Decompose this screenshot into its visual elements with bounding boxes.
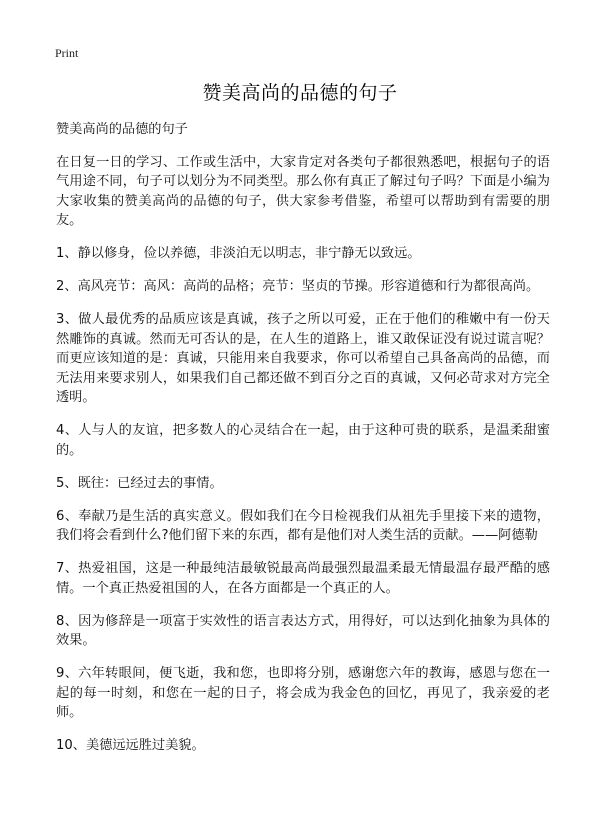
list-item: 8、因为修辞是一项富于实效性的语言表达方式，用得好，可以达到化抽象为具体的效果。 — [56, 613, 550, 648]
document-title: 赞美高尚的品德的句子 — [202, 82, 398, 104]
list-item: 5、既往：已经过去的事情。 — [56, 475, 223, 491]
list-item: 2、高风亮节：高风：高尚的品格；亮节：坚贞的节操。形容道德和行为都很高尚。 — [56, 279, 540, 294]
intro-paragraph: 在日复一日的学习、工作或生活中，大家肯定对各类句子都很熟悉吧，根据句子的语气用途不同，句子可以划分为不同类型。那么你有真正了解过句子吗？下面是小编为大家收集的赞美高尚的品德的句子，供大家参考借鉴，希望可以帮助到有需要的朋友。 — [56, 154, 550, 228]
list-item: 6、奉献乃是生活的真实意义。假如我们在今日检视我们从祖先手里接下来的遗物，我们将会看到什么?他们留下来的东西，都有是他们对人类生活的贡献。——阿德勒 — [56, 508, 550, 543]
print-link[interactable]: Print — [55, 46, 79, 60]
list-item: 10、美德远远胜过美貌。 — [56, 738, 205, 753]
document-subtitle: 赞美高尚的品德的句子 — [56, 122, 188, 137]
list-item: 4、人与人的友谊，把多数人的心灵结合在一起，由于这种可贵的联系，是温柔甜蜜的。 — [56, 423, 550, 458]
document-body — [56, 120, 550, 769]
list-item: 3、做人最优秀的品质应该是真诚，孩子之所以可爱，正在于他们的稚嫩中有一份天然雕饰的真诚。然而无可否认的是，在人生的道路上，谁又敢保证没有说过谎言呢？而更应该知道的是：真诚，只能用来自我要求，你可以希望自己具备高尚的品德，而无法用来要求别人，如果我们自己都还做不到百分之百的真诚，又何必苛求对方完全透明。 — [56, 312, 550, 405]
list-item: 7、热爱祖国，这是一种最纯洁最敏锐最高尚最强烈最温柔最无情最温存最严酷的感情。一个真正热爱祖国的人，在各方面都是一个真正的人。 — [56, 561, 550, 596]
list-item: 9、六年转眼间，便飞逝，我和您，也即将分别，感谢您六年的教诲，感恩与您在一起的每一时刻，和您在一起的日子，将会成为我金色的回忆，再见了，我亲爱的老师。 — [56, 666, 550, 720]
list-item: 1、静以修身，俭以养德，非淡泊无以明志，非宁静无以致远。 — [56, 246, 421, 261]
